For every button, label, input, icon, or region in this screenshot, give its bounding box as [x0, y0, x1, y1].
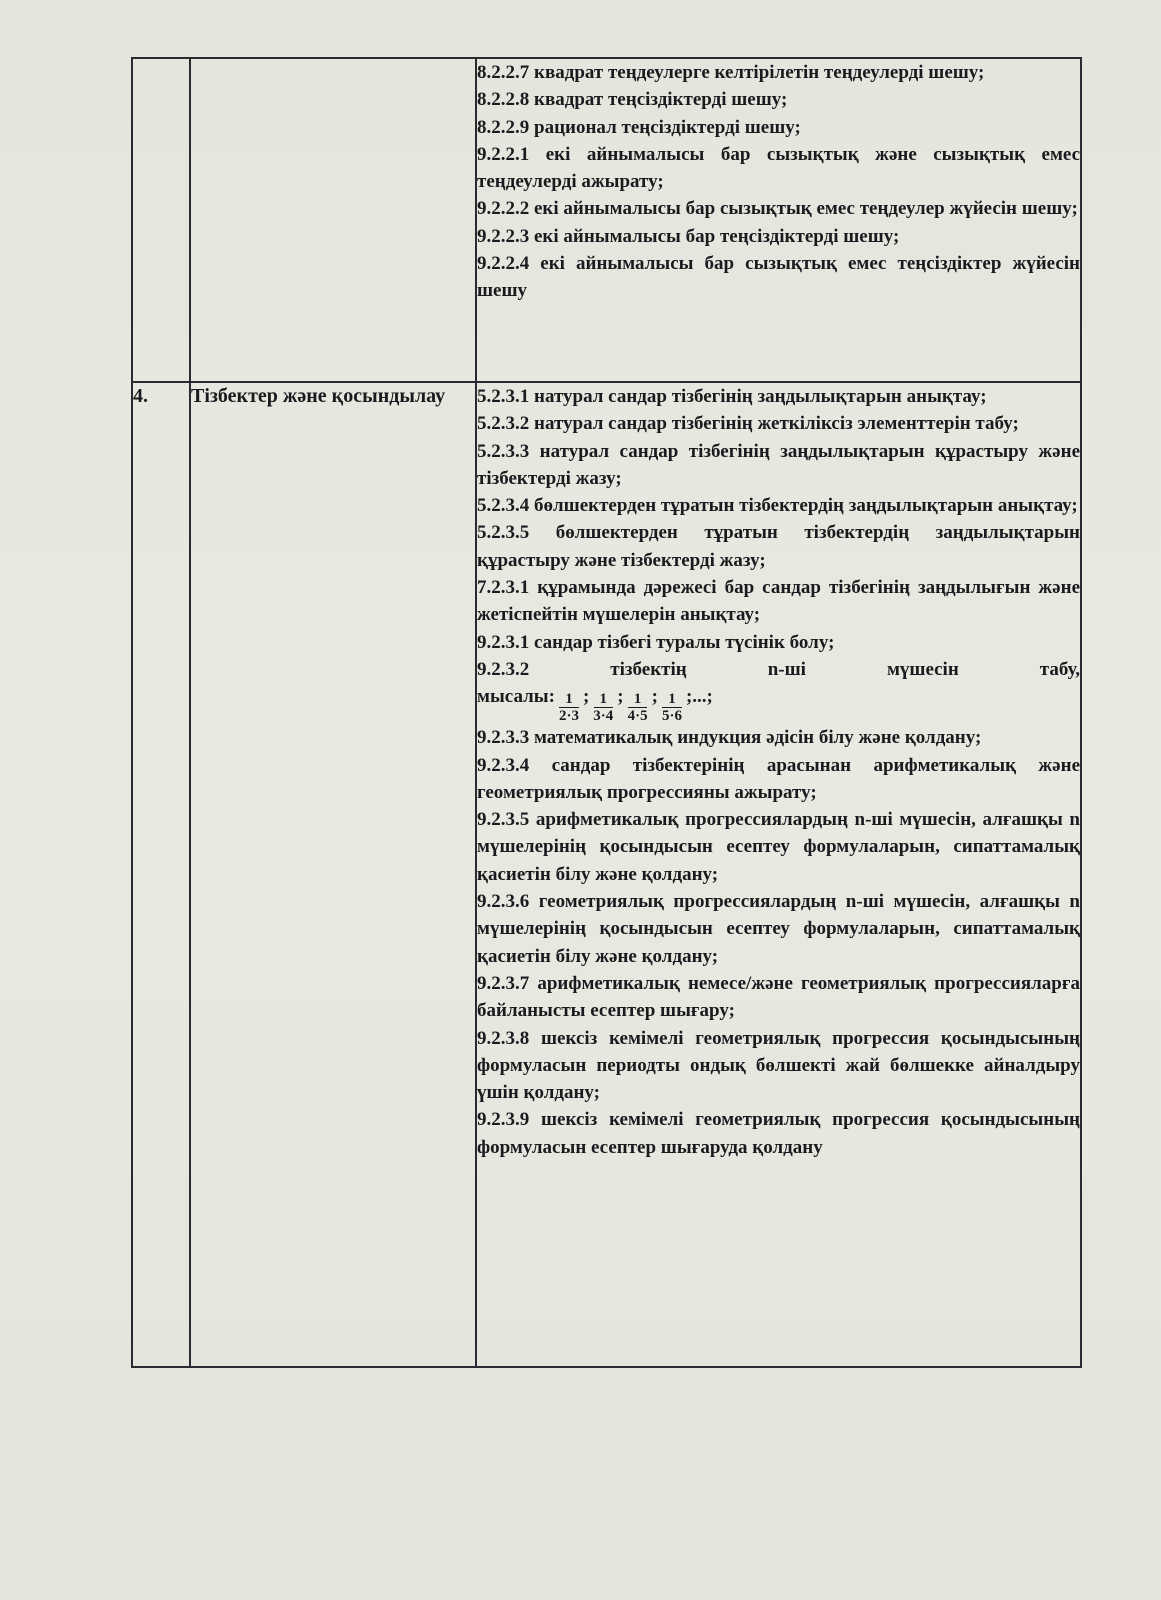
row-number-cell: 4. — [132, 382, 190, 1367]
objective-item: 8.2.2.9 рационал теңсіздіктерді шешу; — [477, 116, 801, 138]
fraction-numerator: 1 — [594, 691, 614, 708]
objective-item: 9.2.2.2 екі айнымалысы бар сызықтық емес теңдеулер жүйесін шешу; — [477, 198, 1078, 220]
table-row — [132, 58, 1081, 382]
objective-item: 8.2.2.8 квадрат теңсіздіктерді шешу; — [477, 89, 788, 111]
fraction-denominator: 4·5 — [627, 708, 648, 725]
fraction-numerator: 1 — [628, 691, 648, 708]
fraction-separator: ; — [582, 686, 590, 708]
fraction-denominator: 2·3 — [558, 708, 579, 725]
fraction-numerator: 1 — [559, 691, 579, 708]
objective-item: 9.2.3.5 арифметикалық прогрессиялардың n-ші мүшесін, алғашқы n мүшелерінің қосындысын есептеу формулаларын, сипаттамалық қасиетін білу және қолдану; — [477, 809, 1080, 885]
objective-item: 7.2.3.1 құрамында дәрежесі бар сандар тізбегінің заңдылығын және жетіспейтін мүшелерін анықтау; — [477, 577, 1080, 626]
fraction-denominator: 3·4 — [593, 708, 614, 725]
objective-item: 5.2.3.4 бөлшектерден тұратын тізбектердің заңдылықтарын анықтау; — [477, 495, 1078, 517]
fraction-separator: ; — [651, 686, 658, 708]
example-fraction-sequence — [477, 683, 1080, 724]
section-title-cell: Тізбектер және қосындылау — [190, 382, 476, 1367]
row-number-cell — [132, 58, 190, 382]
objective-item: 9.2.3.4 сандар тізбектерінің арасынан арифметикалық және геометриялық прогрессияны ажырату; — [477, 754, 1080, 803]
objectives-cell — [476, 58, 1081, 382]
objective-item: 9.2.3.6 геометриялық прогрессиялардың n-ші мүшесін, алғашқы n мүшелерінің қосындысын есептеу формулаларын, сипаттамалық қасиетін білу және қолдану; — [477, 891, 1080, 967]
objectives-cell — [476, 382, 1081, 1367]
objective-item: 9.2.3.3 математикалық индукция әдісін білу және қолдану; — [477, 727, 982, 749]
objective-item: 9.2.3.7 арифметикалық немесе/және геометриялық прогрессияларға байланысты есептер шығару; — [477, 972, 1080, 1022]
fraction — [660, 691, 684, 724]
curriculum-table — [131, 57, 1082, 1368]
objective-item: 5.2.3.3 натурал сандар тізбегінің заңдылықтарын құрастыру және тізбектерді жазу; — [477, 440, 1080, 489]
objective-item: 9.2.3.9 шексіз кемімелі геометриялық прогрессия қосындысының формуласын есептер шығаруда қолдану — [477, 1109, 1080, 1158]
objective-item: 9.2.3.8 шексіз кемімелі геометриялық прогрессия қосындысының формуласын периодты ондық бөлшекті жай бөлшекке айналдыру үшін қолдану; — [477, 1027, 1080, 1104]
objective-item: 5.2.3.1 натурал сандар тізбегінің заңдылықтарын анықтау; — [477, 386, 987, 407]
objective-item: 9.2.2.4 екі айнымалысы бар сызықтық емес теңсіздіктер жүйесін шешу — [477, 253, 1080, 302]
fraction-denominator: 5·6 — [661, 708, 682, 725]
example-label: мысалы: — [477, 686, 555, 708]
fraction — [557, 691, 581, 724]
objective-item: 9.2.2.3 екі айнымалысы бар теңсіздіктерді шешу; — [477, 225, 900, 247]
objective-item: 8.2.2.7 квадрат теңдеулерге келтірілетін теңдеулерді шешу; — [477, 62, 985, 83]
fraction — [591, 691, 615, 724]
fraction — [626, 691, 650, 724]
objective-item: 9.2.3.2 тізбектің n-ші мүшесін табу, — [477, 658, 1080, 680]
table-row — [132, 382, 1081, 1367]
example-tail: ;...; — [685, 686, 713, 708]
objective-item: 5.2.3.5 бөлшектерден тұратын тізбектердің заңдылықтарын құрастыру және тізбектерді жазу; — [477, 522, 1080, 571]
objective-item: 5.2.3.2 натурал сандар тізбегінің жеткіліксіз элементтерін табу; — [477, 413, 1019, 435]
fraction-separator: ; — [617, 686, 624, 708]
objective-item: 9.2.2.1 екі айнымалысы бар сызықтық және сызықтық емес теңдеулерді ажырату; — [477, 143, 1080, 193]
section-title-cell — [190, 58, 476, 382]
fraction-numerator: 1 — [662, 691, 682, 708]
objective-item: 9.2.3.1 сандар тізбегі туралы түсінік болу; — [477, 631, 835, 653]
